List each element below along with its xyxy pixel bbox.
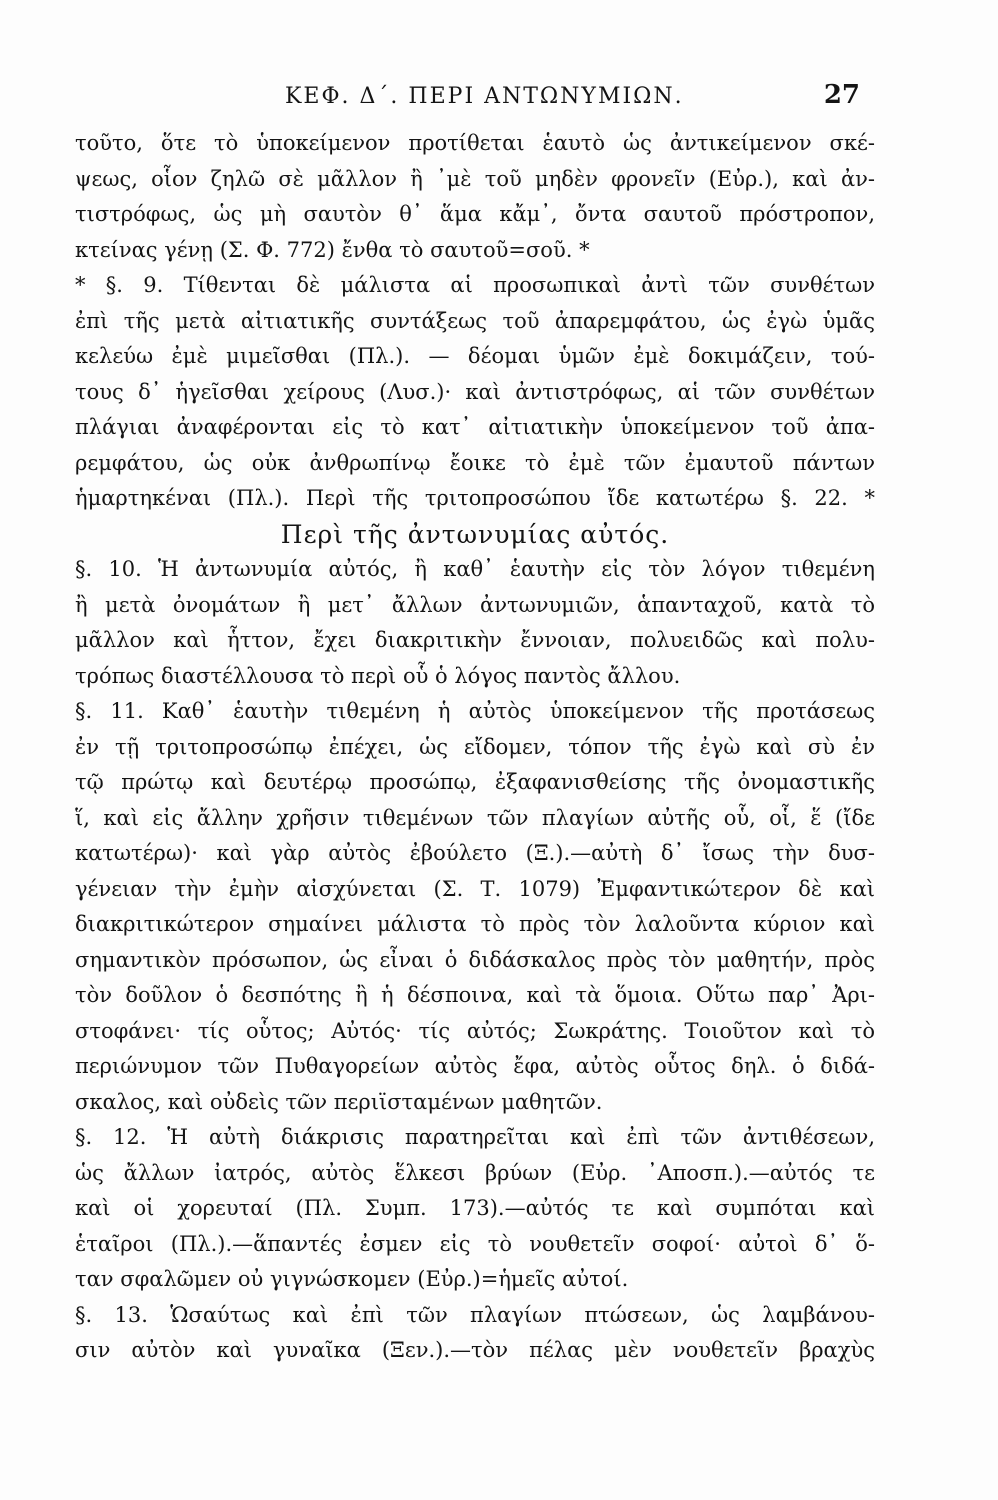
text-line: §. 13. Ὡσαύτως καὶ ἐπὶ τῶν πλαγίων πτώσεων, ὡς λαμβάνου- — [75, 1302, 875, 1327]
text-line: σημαντικὸν πρόσωπον, ὡς εἶναι ὁ διδάσκαλος πρὸς τὸν μαθητήν, πρὸς — [75, 947, 875, 972]
text-line: σκαλος, καὶ οὐδεὶς τῶν περιϊσταμένων μαθητῶν. — [75, 1089, 603, 1114]
text-line: ρεμφάτου, ὡς οὐκ ἀνθρωπίνῳ ἔοικε τὸ ἐμὲ τῶν ἐμαυτοῦ πάντων — [75, 450, 875, 475]
text-line: διακριτικώτερον σημαίνει μάλιστα τὸ πρὸς τὸν λαλοῦντα κύριον καὶ — [75, 912, 875, 936]
text-line: τὸν δοῦλον ὁ δεσπότης ἢ ἡ δέσποινα, καὶ τὰ ὅμοια. Οὕτω παρ᾿ Ἀρι- — [75, 983, 875, 1007]
section-heading: Περὶ τῆς ἀντωνυμίας αὐτός. — [280, 519, 670, 549]
running-title: ΚΕΦ. Δ΄. ΠΕΡΙ ΑΝΤΩΝΥΜΙΩΝ. — [285, 84, 684, 109]
text-line: κτείνας γένῃ (Σ. Φ. 772) ἔνθα τὸ σαυτοῦ=σοῦ. * — [75, 237, 590, 262]
text-line: κελεύω ἐμὲ μιμεῖσθαι (Πλ.). — δέομαι ὑμῶν ἐμὲ δοκιμάζειν, τού- — [75, 344, 875, 368]
text-line: τοῦτο, ὅτε τὸ ὑποκείμενον προτίθεται ἑαυτὸ ὡς ἀντικείμενον σκέ- — [75, 131, 875, 155]
text-line: καὶ οἱ χορευταί (Πλ. Συμπ. 173).—αὐτός τε καὶ συμπόται καὶ — [75, 1196, 875, 1220]
text-line: * §. 9. Τίθενται δὲ μάλιστα αἱ προσωπικαὶ ἀντὶ τῶν συνθέτων — [75, 273, 875, 297]
text-line: πλάγιαι ἀναφέρονται εἰς τὸ κατ᾿ αἰτιατικὴν ὑποκείμενον τοῦ ἀπα- — [75, 415, 875, 439]
text-line: §. 12. Ἡ αὐτὴ διάκρισις παρατηρεῖται καὶ ἐπὶ τῶν ἀντιθέσεων, — [75, 1125, 875, 1149]
text-line: ἢ μετὰ ὀνομάτων ἢ μετ᾿ ἄλλων ἀντωνυμιῶν, ἁπανταχοῦ, κατὰ τὸ — [75, 592, 875, 617]
text-line: §. 10. Ἡ ἀντωνυμία αὐτός, ἢ καθ᾿ ἑαυτὴν εἰς τὸν λόγον τιθεμένη — [75, 557, 875, 581]
text-line: ἐν τῇ τριτοπροσώπῳ ἐπέχει, ὡς εἴδομεν, τόπον τῆς ἐγὼ καὶ σὺ ἐν — [75, 734, 875, 759]
body-text — [75, 126, 875, 1369]
page-header — [75, 78, 860, 118]
text-line: τιστρόφως, ὡς μὴ σαυτὸν θ᾿ ἅμα κἄμ᾿, ὄντα σαυτοῦ πρόστροπον, — [75, 202, 875, 226]
text-line: τους δ᾿ ἡγεῖσθαι χείρους (Λυσ.)· καὶ ἀντιστρόφως, αἱ τῶν συνθέτων — [75, 379, 875, 404]
text-line: τρόπως διαστέλλουσα τὸ περὶ οὗ ὁ λόγος παντὸς ἄλλου. — [75, 663, 681, 688]
text-line: μᾶλλον καὶ ἧττον, ἔχει διακριτικὴν ἔννοιαν, πολυειδῶς καὶ πολυ- — [75, 628, 875, 652]
text-line: περιώνυμον τῶν Πυθαγορείων αὐτὸς ἔφα, αὐτὸς οὗτος δηλ. ὁ διδά- — [75, 1054, 875, 1078]
text-line: στοφάνει· τίς οὗτος; Αὐτός· τίς αὐτός; Σωκράτης. Τοιοῦτον καὶ τὸ — [75, 1018, 875, 1043]
text-line: ἑταῖροι (Πλ.).—ἅπαντές ἐσμεν εἰς τὸ νουθετεῖν σοφοί· αὐτοὶ δ᾿ ὅ- — [75, 1231, 875, 1256]
text-line: τῷ πρώτῳ καὶ δευτέρῳ προσώπῳ, ἐξαφανισθείσης τῆς ὀνομαστικῆς — [75, 770, 875, 794]
text-line: κατωτέρω)· καὶ γὰρ αὐτὸς ἐβούλετο (Ξ.).—αὐτὴ δ᾿ ἴσως τὴν δυσ- — [75, 841, 875, 865]
page-number: 27 — [823, 80, 860, 110]
text-line: σιν αὐτὸν καὶ γυναῖκα (Ξεν.).—τὸν πέλας μὲν νουθετεῖν βραχὺς — [75, 1338, 875, 1362]
text-line: γένειαν τὴν ἐμὴν αἰσχύνεται (Σ. Τ. 1079) Ἐμφαντικώτερον δὲ καὶ — [75, 876, 875, 901]
text-line: §. 11. Καθ᾿ ἑαυτὴν τιθεμένη ἡ αὐτὸς ὑποκείμενον τῆς προτάσεως — [75, 699, 875, 723]
text-line: ἡμαρτηκέναι (Πλ.). Περὶ τῆς τριτοπροσώπου ἴδε κατωτέρω §. 22. * — [75, 486, 875, 510]
text-line: ὡς ἄλλων ἰατρός, αὐτὸς ἕλκεσι βρύων (Εὐρ. ᾿Αποσπ.).—αὐτός τε — [75, 1160, 875, 1185]
text-line: ἐπὶ τῆς μετὰ αἰτιατικῆς συντάξεως τοῦ ἀπαρεμφάτου, ὡς ἐγὼ ὑμᾶς — [75, 308, 875, 333]
text-line: ταν σφαλῶμεν οὐ γιγνώσκομεν (Εὐρ.)=ἡμεῖς αὐτοί. — [75, 1267, 629, 1291]
text-line: ἵ, καὶ εἰς ἄλλην χρῆσιν τιθεμένων τῶν πλαγίων αὐτῆς οὗ, οἷ, ἕ (ἴδε — [75, 805, 875, 830]
text-line: ψεως, οἷον ζηλῶ σὲ μᾶλλον ἢ ᾿μὲ τοῦ μηδὲν φρονεῖν (Εὐρ.), καὶ ἀν- — [75, 166, 875, 191]
